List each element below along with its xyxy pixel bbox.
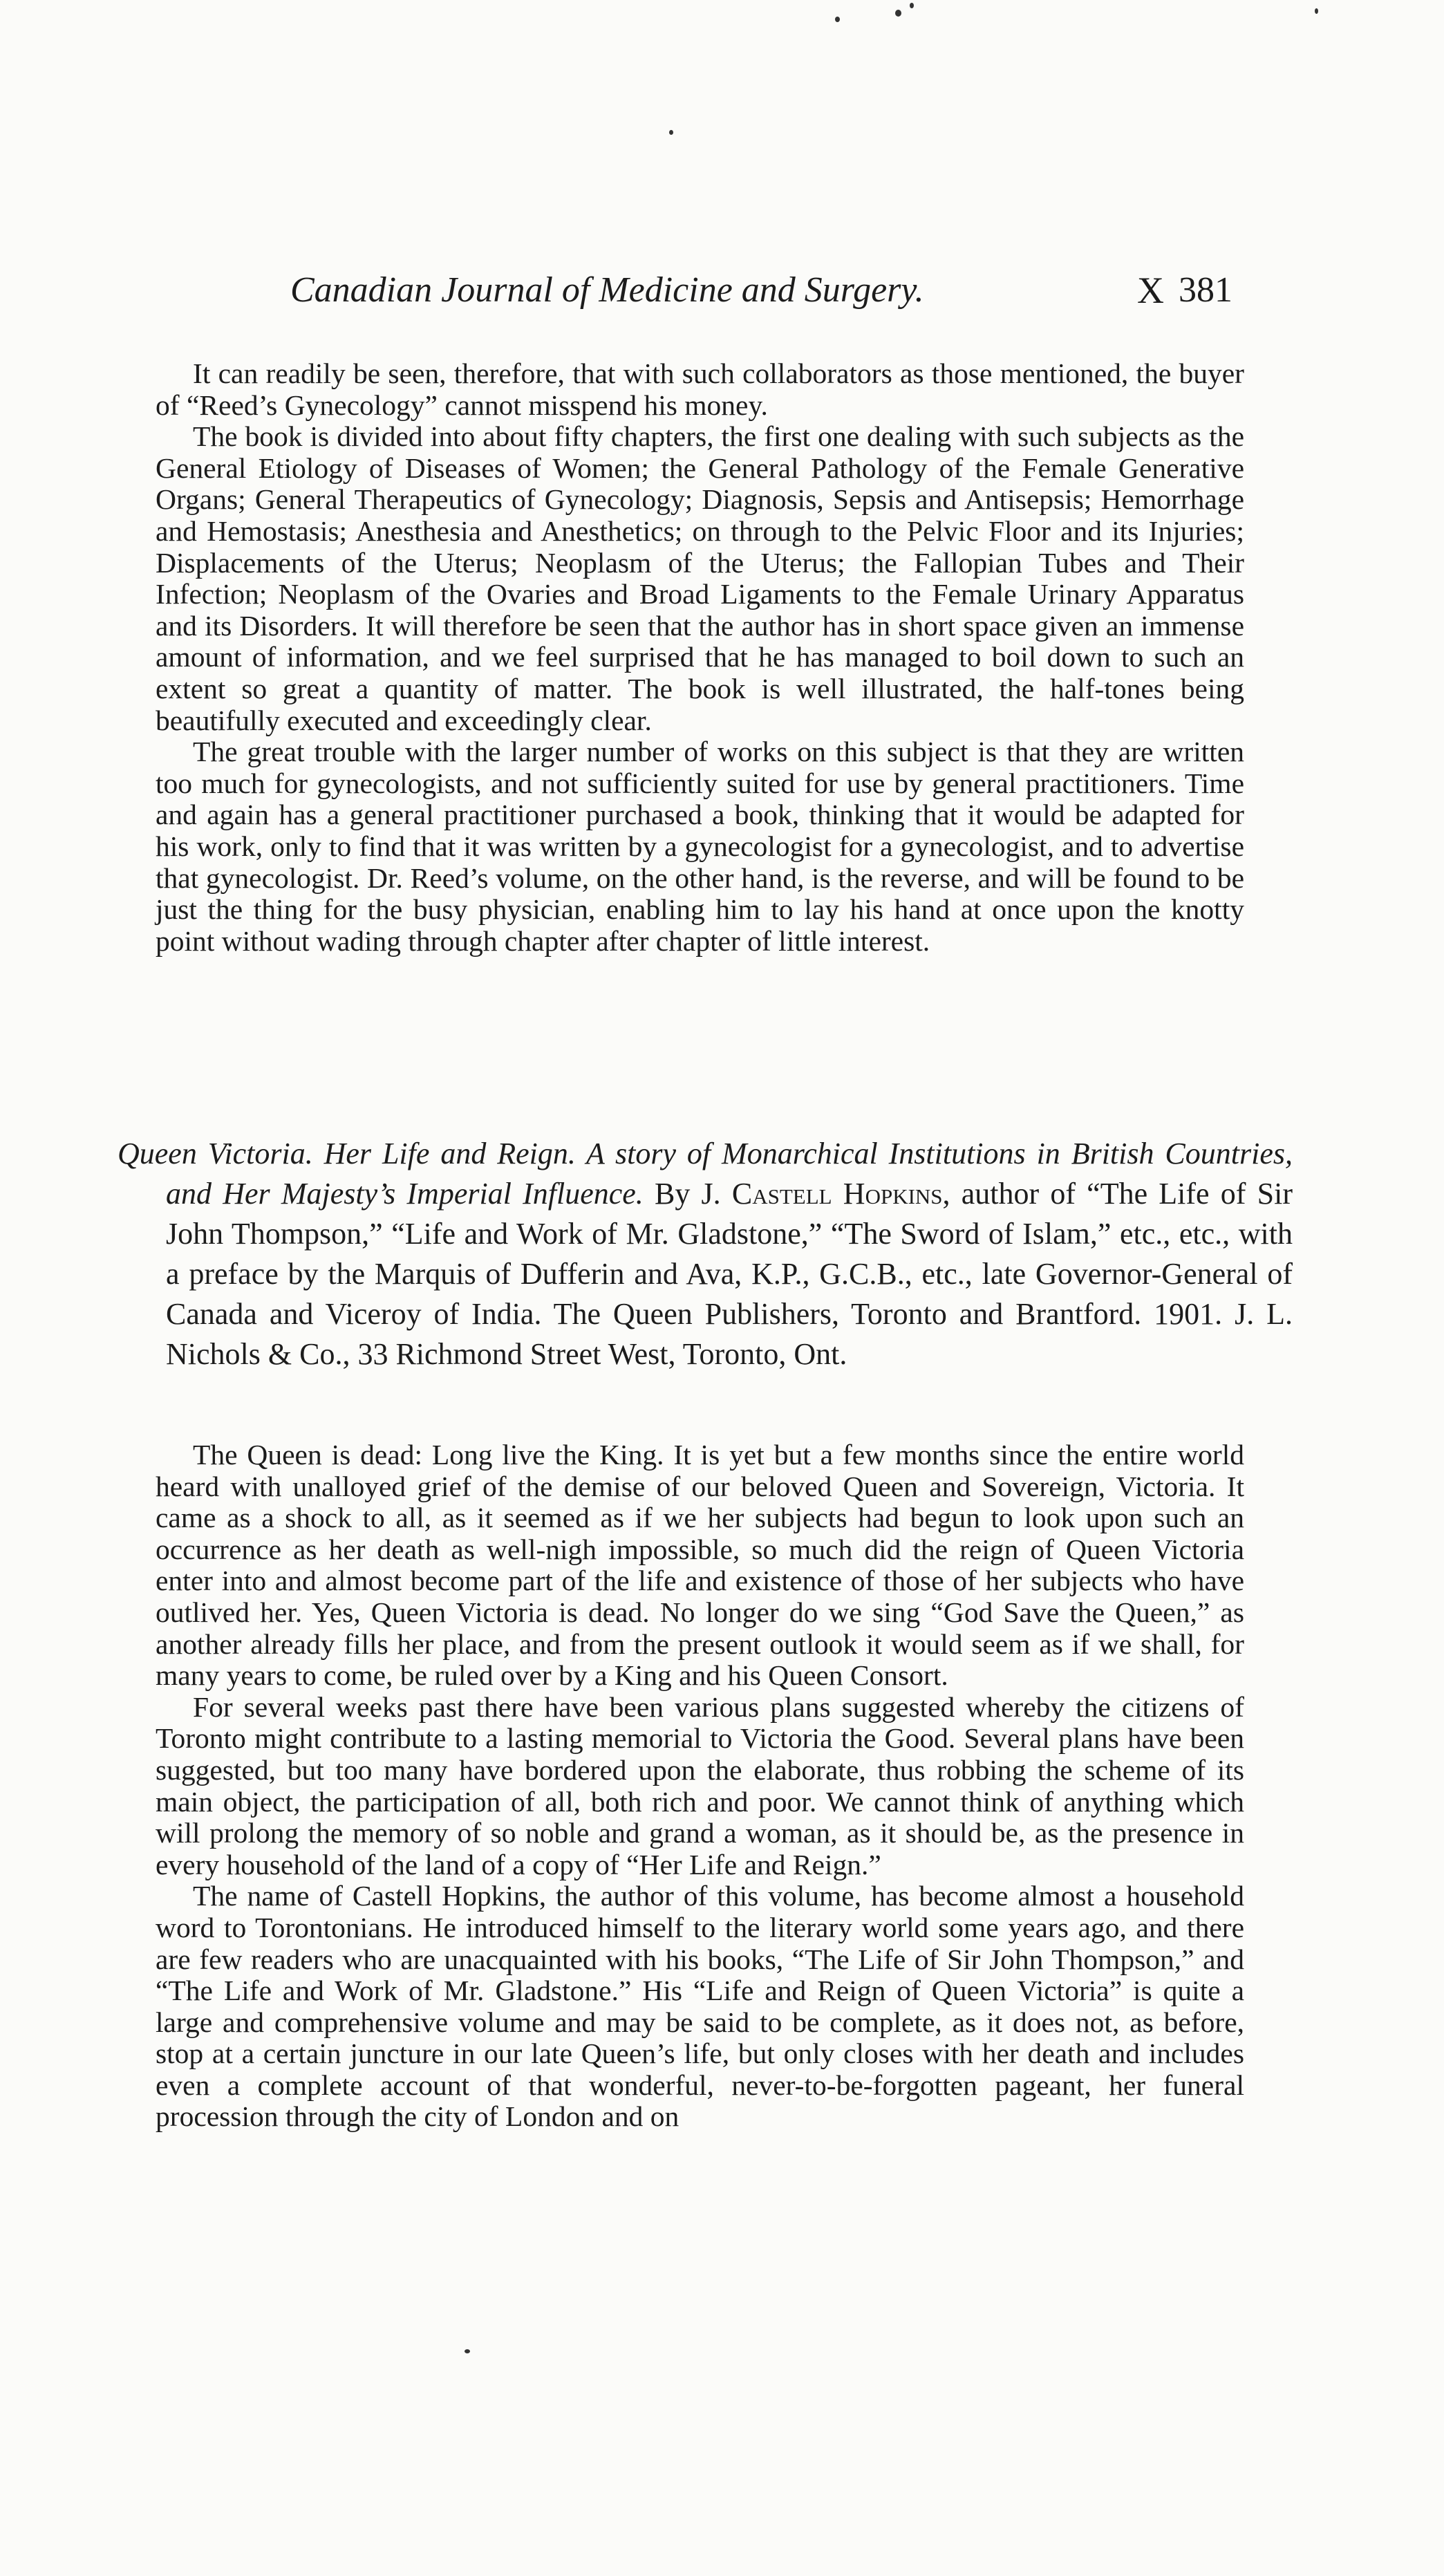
- ink-speck: [895, 10, 901, 17]
- review-text: [156, 1439, 1244, 2133]
- ink-speck: [1315, 8, 1318, 14]
- book-title: Queen Victoria. Her Life and Reign. A story of Monarchical Institutions in British Countries, and Her Majesty’s Imperial Influence.: [118, 1137, 1293, 1211]
- ink-speck: [465, 2349, 470, 2353]
- intro-text: [156, 358, 1244, 957]
- paragraph: It can readily be seen, therefore, that with such collaborators as those mentioned, the buyer of “Reed’s Gynecology” cannot misspend his money.: [156, 357, 1244, 421]
- page-number: 381: [1179, 270, 1232, 310]
- byline-by: By J.: [643, 1177, 732, 1211]
- ink-speck: [669, 130, 673, 135]
- paragraph: The great trouble with the larger number of works on this subject is that they are written too much for gynecologists, and not sufficiently suited for use by general practitioners. Time and again has a general practitioner purchased a book, thinking that it would be adapted for his work, only to find that it was written by a gynecologist for a gynecologist, and to advertise that gynecologist. Dr. Reed’s volume, on the other hand, is the reverse, and will be found to be just the thing for the busy physician, enabling him to lay his hand at once upon the knotty point without wading through chapter after chapter of little interest.: [156, 736, 1244, 957]
- running-header: [276, 266, 1251, 315]
- journal-title: Canadian Journal of Medicine and Surgery.: [290, 270, 924, 310]
- paragraph: The Queen is dead: Long live the King. It is yet but a few months since the entire world heard with unalloyed grief of the demise of our beloved Queen and Sovereign, Victoria. It came as a shock to all, as it seemed as if we her subjects had begun to look upon such an occurrence as her death as well-nigh impossible, so much did the reign of Queen Victoria enter into and almost become part of the life and existence of those of her subjects who have outlived her. Yes, Queen Victoria is dead. No longer do we sing “God Save the Queen,” as another already fills her place, and from the present outlook it would seem as if we shall, for many years to come, be ruled over by a King and his Queen Consort.: [156, 1439, 1244, 1692]
- ink-speck: [835, 17, 840, 22]
- paragraph: For several weeks past there have been various plans suggested whereby the citizens of Toronto might contribute to a lasting memorial to Victoria the Good. Several plans have been suggested, but too many have bordered upon the elaborate, thus robbing the scheme of its main object, the participation of all, both rich and poor. We cannot think of anything which will prolong the memory of so noble and grand a woman, as it should be, as the presence in every household of the land of a copy of “Her Life and Reign.”: [156, 1690, 1244, 1880]
- handwritten-mark: X: [1137, 270, 1164, 311]
- book-author: Castell Hopkins: [731, 1177, 943, 1211]
- paragraph: The book is divided into about fifty chapters, the first one dealing with such subjects as the General Etiology of Diseases of Women; the General Pathology of the Female Generative Organs; General Therapeutics of Gynecology; Diagnosis, Sepsis and Antisepsis; Hemorrhage and Hemostasis; Anesthesia and Anesthetics; on through to the Pelvic Floor and its Injuries; Displacements of the Uterus; Neoplasm of the Uterus; the Fallopian Tubes and Their Infection; Neoplasm of the Ovaries and Broad Ligaments to the Female Urinary Apparatus and its Disorders. It will therefore be seen that the author has in short space given an immense amount of information, and we feel surprised that he has managed to boil down to such an extent so great a quantity of matter. The book is well illustrated, the half-tones being beautifully executed and exceedingly clear.: [156, 420, 1244, 736]
- book-review-heading: [118, 1134, 1293, 1374]
- ink-speck: [910, 3, 914, 8]
- book-details: , author of “The Life of Sir John Thompson,” “Life and Work of Mr. Gladstone,” “The Sword of Islam,” etc., etc., with a preface by the Marquis of Dufferin and Ava, K.P., G.C.B., etc., late Governor-General of Canada and Viceroy of India. The Queen Publishers, Toronto and Brantford. 1901. J. L. Nichols & Co., 33 Richmond Street West, Toronto, Ont.: [166, 1177, 1293, 1371]
- paragraph: The name of Castell Hopkins, the author of this volume, has become almost a household word to Torontonians. He introduced himself to the literary world some years ago, and there are few readers who are unacquainted with his books, “The Life of Sir John Thompson,” and “The Life and Work of Mr. Gladstone.” His “Life and Reign of Queen Victoria” is quite a large and comprehensive volume and may be said to be complete, as it does not, as before, stop at a certain juncture in our late Queen’s life, but only closes with her death and includes even a complete account of that wonderful, never-to-be-forgotten pageant, her funeral procession through the city of London and on: [156, 1880, 1244, 2133]
